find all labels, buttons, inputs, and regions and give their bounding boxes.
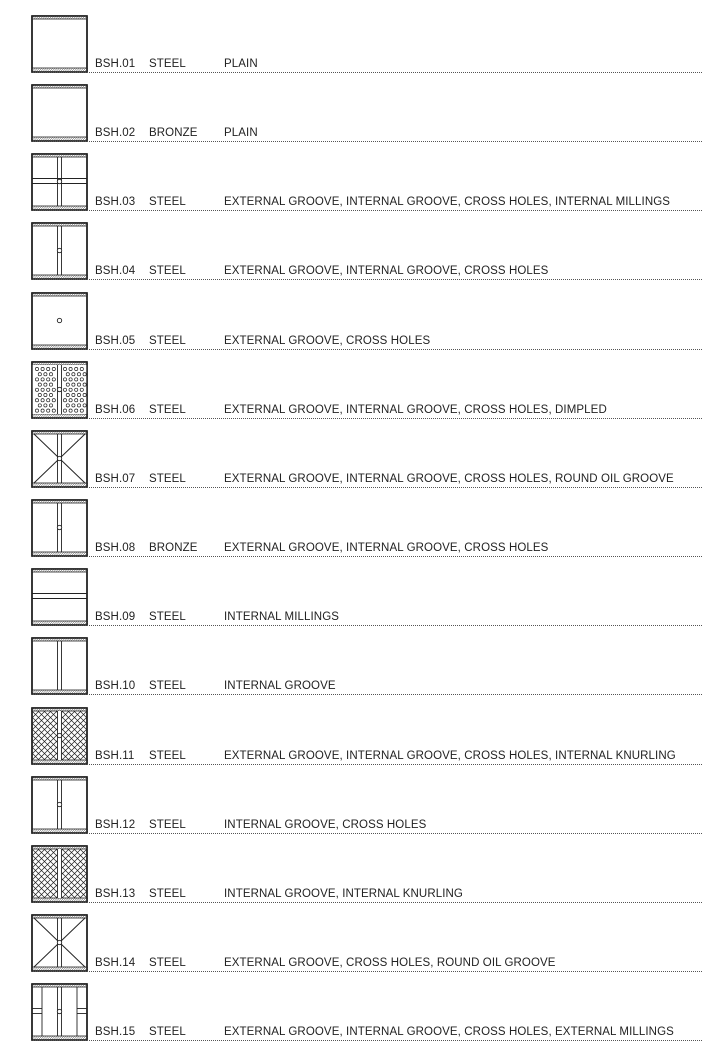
list-item xyxy=(0,83,702,152)
external-millings-bushing-icon xyxy=(31,983,88,1041)
description: INTERNAL GROOVE, CROSS HOLES xyxy=(224,818,427,831)
material: STEEL xyxy=(149,818,186,831)
part-code: BSH.10 xyxy=(95,680,136,693)
list-item xyxy=(0,221,702,290)
list-item xyxy=(0,844,702,913)
cross-hole-bushing-icon xyxy=(31,292,88,350)
dotted-divider xyxy=(31,764,702,765)
description: EXTERNAL GROOVE, CROSS HOLES, ROUND OIL GROOVE xyxy=(224,956,556,969)
description: PLAIN xyxy=(224,58,258,70)
dotted-divider xyxy=(31,1040,702,1041)
part-code: BSH.15 xyxy=(95,1026,136,1039)
description: EXTERNAL GROOVE, CROSS HOLES xyxy=(224,334,431,347)
dotted-divider xyxy=(31,418,702,419)
knurled-groove-holes-bushing-icon xyxy=(31,707,88,765)
list-item xyxy=(0,706,702,775)
material: STEEL xyxy=(149,58,186,70)
dotted-divider xyxy=(31,487,702,488)
dimpled-bushing-icon xyxy=(31,361,88,419)
material: STEEL xyxy=(149,265,186,278)
dotted-divider xyxy=(31,625,702,626)
list-item xyxy=(0,152,702,221)
material: STEEL xyxy=(149,887,186,900)
material: STEEL xyxy=(149,1026,186,1039)
dotted-divider xyxy=(31,279,702,280)
dotted-divider xyxy=(31,556,702,557)
list-item xyxy=(0,775,702,844)
part-code: BSH.08 xyxy=(95,542,136,555)
dotted-divider xyxy=(31,72,702,73)
part-code: BSH.05 xyxy=(95,334,136,347)
list-item xyxy=(0,14,702,83)
list-item xyxy=(0,636,702,705)
list-item xyxy=(0,291,702,360)
plain-bushing-icon xyxy=(31,84,88,142)
description: EXTERNAL GROOVE, INTERNAL GROOVE, CROSS HOLES, INTERNAL MILLINGS xyxy=(224,196,671,209)
dotted-divider xyxy=(31,210,702,211)
part-code: BSH.04 xyxy=(95,265,136,278)
list-item xyxy=(0,498,702,567)
part-code: BSH.12 xyxy=(95,818,136,831)
material: STEEL xyxy=(149,956,186,969)
part-code: BSH.07 xyxy=(95,472,136,485)
material: STEEL xyxy=(149,749,186,762)
millings-bushing-icon xyxy=(31,568,88,626)
material: STEEL xyxy=(149,334,186,347)
material: STEEL xyxy=(149,680,186,693)
dotted-divider xyxy=(31,694,702,695)
groove-holes-bushing-icon xyxy=(31,499,88,557)
dotted-divider xyxy=(31,971,702,972)
description: INTERNAL GROOVE xyxy=(224,680,336,693)
description: EXTERNAL GROOVE, INTERNAL GROOVE, CROSS HOLES, INTERNAL KNURLING xyxy=(224,749,676,762)
part-code: BSH.11 xyxy=(95,749,135,762)
part-code: BSH.01 xyxy=(95,58,136,70)
material: STEEL xyxy=(149,472,186,485)
plain-bushing-icon xyxy=(31,15,88,73)
material: BRONZE xyxy=(149,127,198,140)
dotted-divider xyxy=(31,833,702,834)
dotted-divider xyxy=(31,141,702,142)
list-item xyxy=(0,567,702,636)
list-item xyxy=(0,913,702,982)
material: BRONZE xyxy=(149,542,198,555)
list-item xyxy=(0,360,702,429)
description: EXTERNAL GROOVE, INTERNAL GROOVE, CROSS HOLES, DIMPLED xyxy=(224,403,607,416)
description: EXTERNAL GROOVE, INTERNAL GROOVE, CROSS HOLES, ROUND OIL GROOVE xyxy=(224,472,674,485)
part-code: BSH.03 xyxy=(95,196,136,209)
dotted-divider xyxy=(31,902,702,903)
description: PLAIN xyxy=(224,127,258,140)
description: INTERNAL MILLINGS xyxy=(224,611,340,624)
part-code: BSH.02 xyxy=(95,127,136,140)
material: STEEL xyxy=(149,403,186,416)
part-code: BSH.13 xyxy=(95,887,136,900)
groove-holes-bushing-icon xyxy=(31,222,88,280)
list-item xyxy=(0,982,702,1051)
internal-groove-bushing-icon xyxy=(31,637,88,695)
description: EXTERNAL GROOVE, INTERNAL GROOVE, CROSS HOLES xyxy=(224,265,549,278)
groove-millings-bushing-icon xyxy=(31,153,88,211)
description: EXTERNAL GROOVE, INTERNAL GROOVE, CROSS HOLES, EXTERNAL MILLINGS xyxy=(224,1026,674,1039)
list-item xyxy=(0,429,702,498)
dotted-divider xyxy=(31,349,702,350)
part-code: BSH.14 xyxy=(95,956,136,969)
knurled-groove-bushing-icon xyxy=(31,845,88,903)
part-code: BSH.06 xyxy=(95,403,136,416)
material: STEEL xyxy=(149,196,186,209)
description: EXTERNAL GROOVE, INTERNAL GROOVE, CROSS HOLES xyxy=(224,542,549,555)
part-code: BSH.09 xyxy=(95,611,136,624)
oil-groove-bushing-icon xyxy=(31,914,88,972)
groove-holes-bushing-icon xyxy=(31,776,88,834)
description: INTERNAL GROOVE, INTERNAL KNURLING xyxy=(224,887,463,900)
oil-groove-bushing-icon xyxy=(31,430,88,488)
material: STEEL xyxy=(149,611,186,624)
